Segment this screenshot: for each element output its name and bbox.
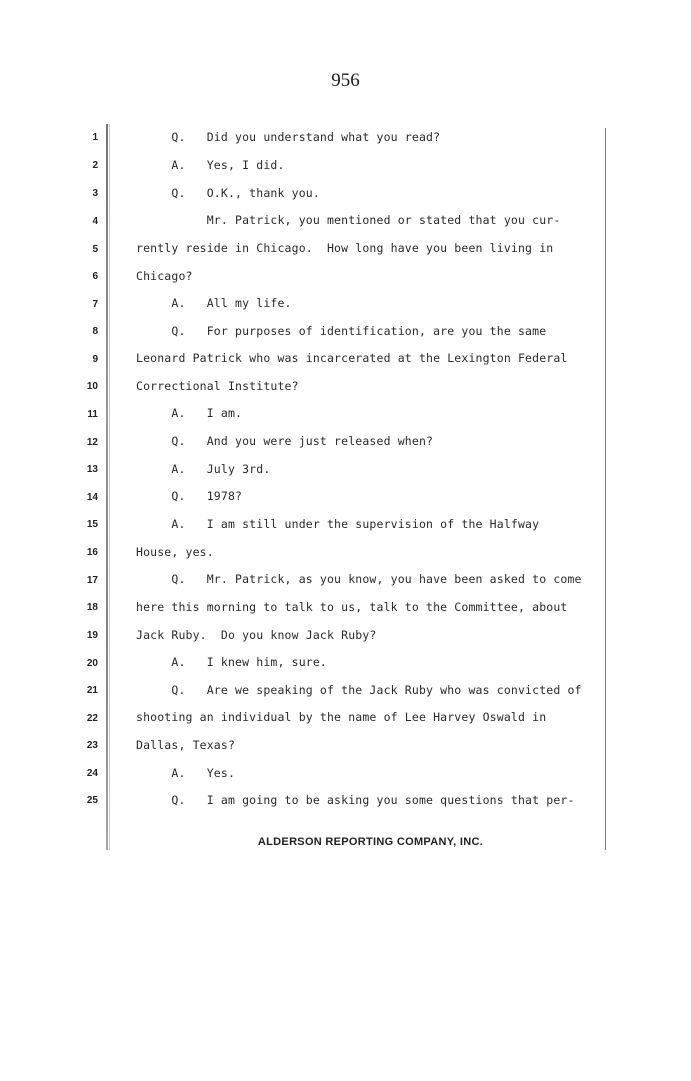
line-number: 6: [92, 271, 98, 282]
left-margin-rule-inner: [109, 124, 110, 850]
transcript-line: Q. Did you understand what you read?: [136, 130, 441, 144]
transcript-line: Jack Ruby. Do you know Jack Ruby?: [136, 628, 377, 642]
line-number: 17: [86, 575, 98, 586]
transcript-line: Dallas, Texas?: [136, 738, 236, 752]
line-number: 7: [92, 299, 98, 310]
transcript-line: A. Yes, I did.: [136, 158, 285, 172]
line-number: 11: [87, 409, 98, 420]
line-number: 19: [86, 630, 98, 641]
line-number: 14: [86, 492, 98, 503]
transcript-line: Correctional Institute?: [136, 379, 299, 393]
line-number: 9: [92, 354, 98, 365]
transcript-line: House, yes.: [136, 545, 214, 559]
line-number: 15: [86, 519, 98, 530]
line-number: 25: [86, 795, 98, 806]
line-number: 2: [92, 160, 98, 171]
line-number: 18: [86, 602, 98, 613]
line-number: 21: [86, 685, 98, 696]
transcript-line: Chicago?: [136, 269, 193, 283]
transcript-line: Q. Mr. Patrick, as you know, you have been asked to come: [136, 572, 582, 586]
transcript-line: Q. 1978?: [136, 489, 243, 503]
line-number: 16: [86, 547, 98, 558]
transcript-line: here this morning to talk to us, talk to the Committee, about: [136, 600, 568, 614]
line-number: 13: [86, 464, 98, 475]
transcript-line: Q. Are we speaking of the Jack Ruby who was convicted of: [136, 683, 582, 697]
left-margin-rule: [106, 124, 108, 850]
line-number: 8: [92, 326, 98, 337]
page-number: 956: [331, 70, 360, 91]
transcript-line: A. I am still under the supervision of the Halfway: [136, 517, 540, 531]
transcript-line: Q. I am going to be asking you some questions that per-: [136, 793, 575, 807]
transcript-line: A. Yes.: [136, 766, 236, 780]
transcript-line: Mr. Patrick, you mentioned or stated that you cur-: [136, 213, 561, 227]
line-number: 4: [92, 216, 98, 227]
transcript-line: Q. O.K., thank you.: [136, 186, 320, 200]
transcript-line: A. All my life.: [136, 296, 292, 310]
transcript-line: Q. And you were just released when?: [136, 434, 434, 448]
line-number: 23: [86, 740, 98, 751]
transcript-line: Leonard Patrick who was incarcerated at the Lexington Federal: [136, 351, 568, 365]
line-number: 5: [92, 244, 98, 255]
line-number: 10: [86, 381, 98, 392]
line-number: 24: [86, 768, 98, 779]
transcript-line: rently reside in Chicago. How long have you been living in: [136, 241, 554, 255]
transcript-line: Q. For purposes of identification, are you the same: [136, 324, 547, 338]
transcript-line: A. I knew him, sure.: [136, 655, 327, 669]
line-number: 20: [86, 658, 98, 669]
line-number: 22: [86, 713, 98, 724]
reporter-footer: ALDERSON REPORTING COMPANY, INC.: [257, 836, 484, 848]
line-number: 3: [92, 188, 98, 199]
transcript-line: shooting an individual by the name of Lee Harvey Oswald in: [136, 710, 547, 724]
line-number: 1: [92, 132, 98, 143]
transcript-line: A. I am.: [136, 406, 243, 420]
transcript-line: A. July 3rd.: [136, 462, 271, 476]
line-number: 12: [86, 437, 98, 448]
